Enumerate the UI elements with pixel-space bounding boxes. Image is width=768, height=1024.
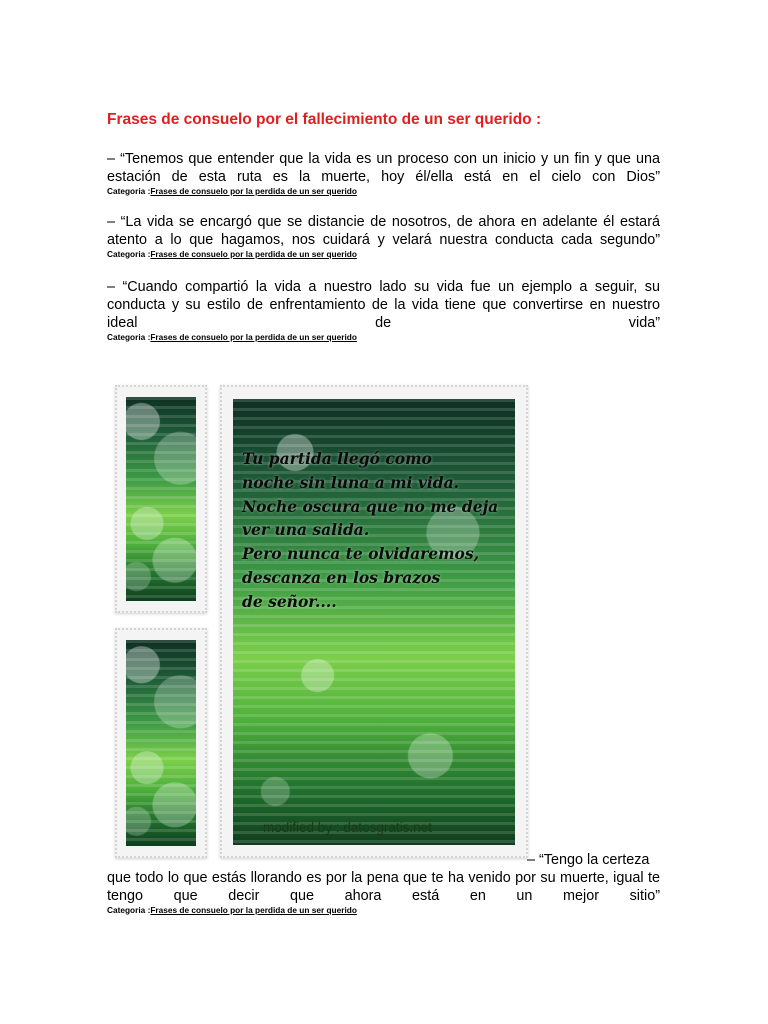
quote-2: – “La vida se encargó que se distancie de nosotros, de ahora en adelante él estará atento a lo que hagamos, nos cuidará y velará nuestra conducta cada segundo” xyxy=(107,214,660,248)
category-line-4 xyxy=(107,905,357,915)
category-line-1 xyxy=(107,186,357,196)
quote-4-lead: – “Tengo la certeza xyxy=(527,852,650,868)
large-stamp xyxy=(220,385,528,858)
category-link[interactable]: Frases de consuelo por la perdida de un ser querido xyxy=(150,905,357,915)
poem-line: Noche oscura que no me deja xyxy=(242,496,499,516)
poem-line: noche sin luna a mi vida. xyxy=(242,472,460,492)
category-label: Categoria : xyxy=(107,249,151,259)
poem-line: Tu partida llegó como xyxy=(242,449,432,468)
category-link[interactable]: Frases de consuelo por la perdida de un ser querido xyxy=(150,332,357,342)
category-label: Categoria : xyxy=(107,905,151,915)
watermark: modified by : datosgratis.net xyxy=(263,820,432,835)
category-line-3 xyxy=(107,332,357,342)
poem-text xyxy=(242,447,512,614)
poem-line: de señor.... xyxy=(242,591,337,611)
poem-line: descanza en los brazos xyxy=(242,567,441,587)
category-link[interactable]: Frases de consuelo por la perdida de un ser querido xyxy=(150,186,357,196)
poem-line: ver una salida. xyxy=(242,520,370,540)
category-link[interactable]: Frases de consuelo por la perdida de un ser querido xyxy=(150,249,357,259)
quote-4: que todo lo que estás llorando es por la pena que te ha venido por su muerte, igual te tengo que decir que ahora está en un mejor sitio” xyxy=(107,870,660,904)
small-stamp-top xyxy=(115,385,207,613)
poem-card xyxy=(233,399,515,845)
category-line-2 xyxy=(107,249,357,259)
category-label: Categoria : xyxy=(107,186,151,196)
quote-3: – “Cuando compartió la vida a nuestro lado su vida fue un ejemplo a seguir, su conducta y su estilo de enfrentamiento de la vida tiene que convertirse en nuestro ideal de vida” xyxy=(107,279,660,331)
quote-1: – “Tenemos que entender que la vida es un proceso con un inicio y un fin y que una estación de esta ruta es la muerte, hoy él/ella está en el cielo con Dios” xyxy=(107,151,660,185)
category-label: Categoria : xyxy=(107,332,151,342)
poem-line: Pero nunca te olvidaremos, xyxy=(242,544,479,564)
small-stamp-bottom xyxy=(115,628,207,858)
page-title: Frases de consuelo por el fallecimiento de un ser querido : xyxy=(107,111,542,128)
